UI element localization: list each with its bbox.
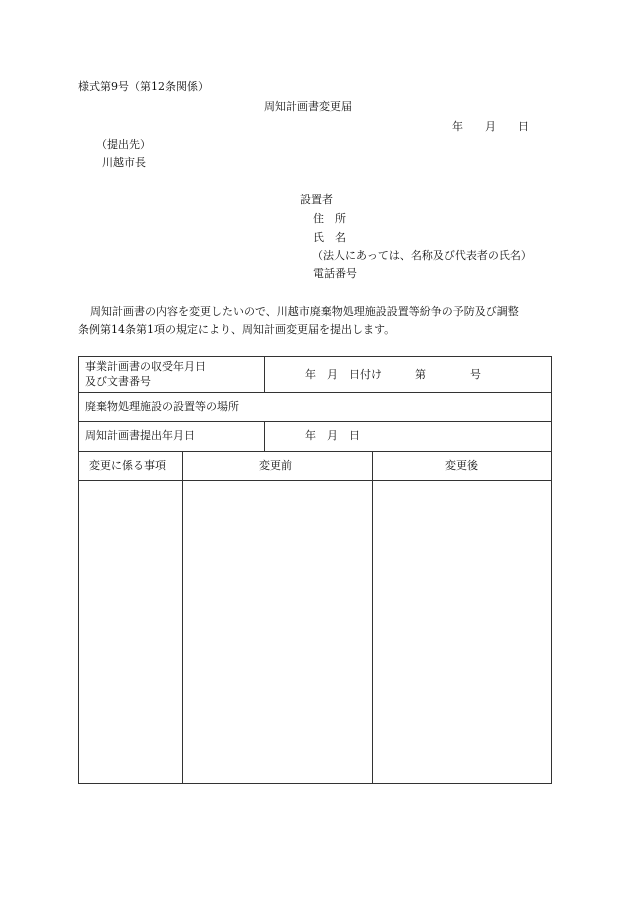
table-rule-1 xyxy=(79,392,551,393)
facility-location-field[interactable] xyxy=(271,400,541,414)
receipt-date-value[interactable]: 年 月 日付け 第 号 xyxy=(305,368,481,381)
change-item-header: 変更に係る事項 xyxy=(89,459,166,472)
body-text-line-1: 周知計画書の内容を変更したいので、川越市廃棄物処理施設設置等紛争の予防及び調整 xyxy=(90,305,519,318)
address-label: 住 所 xyxy=(313,212,346,225)
body-text-line-2: 条例第14条第1項の規定により、周知計画変更届を提出します。 xyxy=(78,323,396,336)
submission-date-value[interactable]: 年 月 日 xyxy=(305,429,360,442)
date-line: 年 月 日 xyxy=(452,120,529,133)
before-change-cell[interactable] xyxy=(183,481,371,783)
recipient-name: 川越市長 xyxy=(102,156,146,169)
table-rule-2 xyxy=(79,421,551,422)
phone-label: 電話番号 xyxy=(313,267,357,280)
corporation-note: （法人にあっては、名称及び代表者の氏名） xyxy=(312,249,532,262)
recipient-label: （提出先） xyxy=(96,138,151,151)
change-item-cell[interactable] xyxy=(80,481,181,783)
installer-heading: 設置者 xyxy=(300,193,333,206)
receipt-date-label-line-1: 事業計画書の収受年月日 xyxy=(85,360,206,373)
table-divider-row1 xyxy=(264,357,265,392)
before-change-header: 変更前 xyxy=(259,459,292,472)
name-label: 氏 名 xyxy=(313,231,346,244)
form-table xyxy=(78,356,552,784)
table-divider-row3 xyxy=(264,421,265,451)
document-title: 周知計画書変更届 xyxy=(264,100,352,113)
after-change-cell[interactable] xyxy=(373,481,551,783)
table-rule-3 xyxy=(79,451,551,452)
form-number: 様式第9号（第12条関係） xyxy=(78,80,209,93)
submission-date-label: 周知計画書提出年月日 xyxy=(85,429,195,442)
after-change-header: 変更後 xyxy=(445,459,478,472)
receipt-date-label-line-2: 及び文書番号 xyxy=(85,375,151,388)
facility-location-label: 廃棄物処理施設の設置等の場所 xyxy=(85,400,239,413)
